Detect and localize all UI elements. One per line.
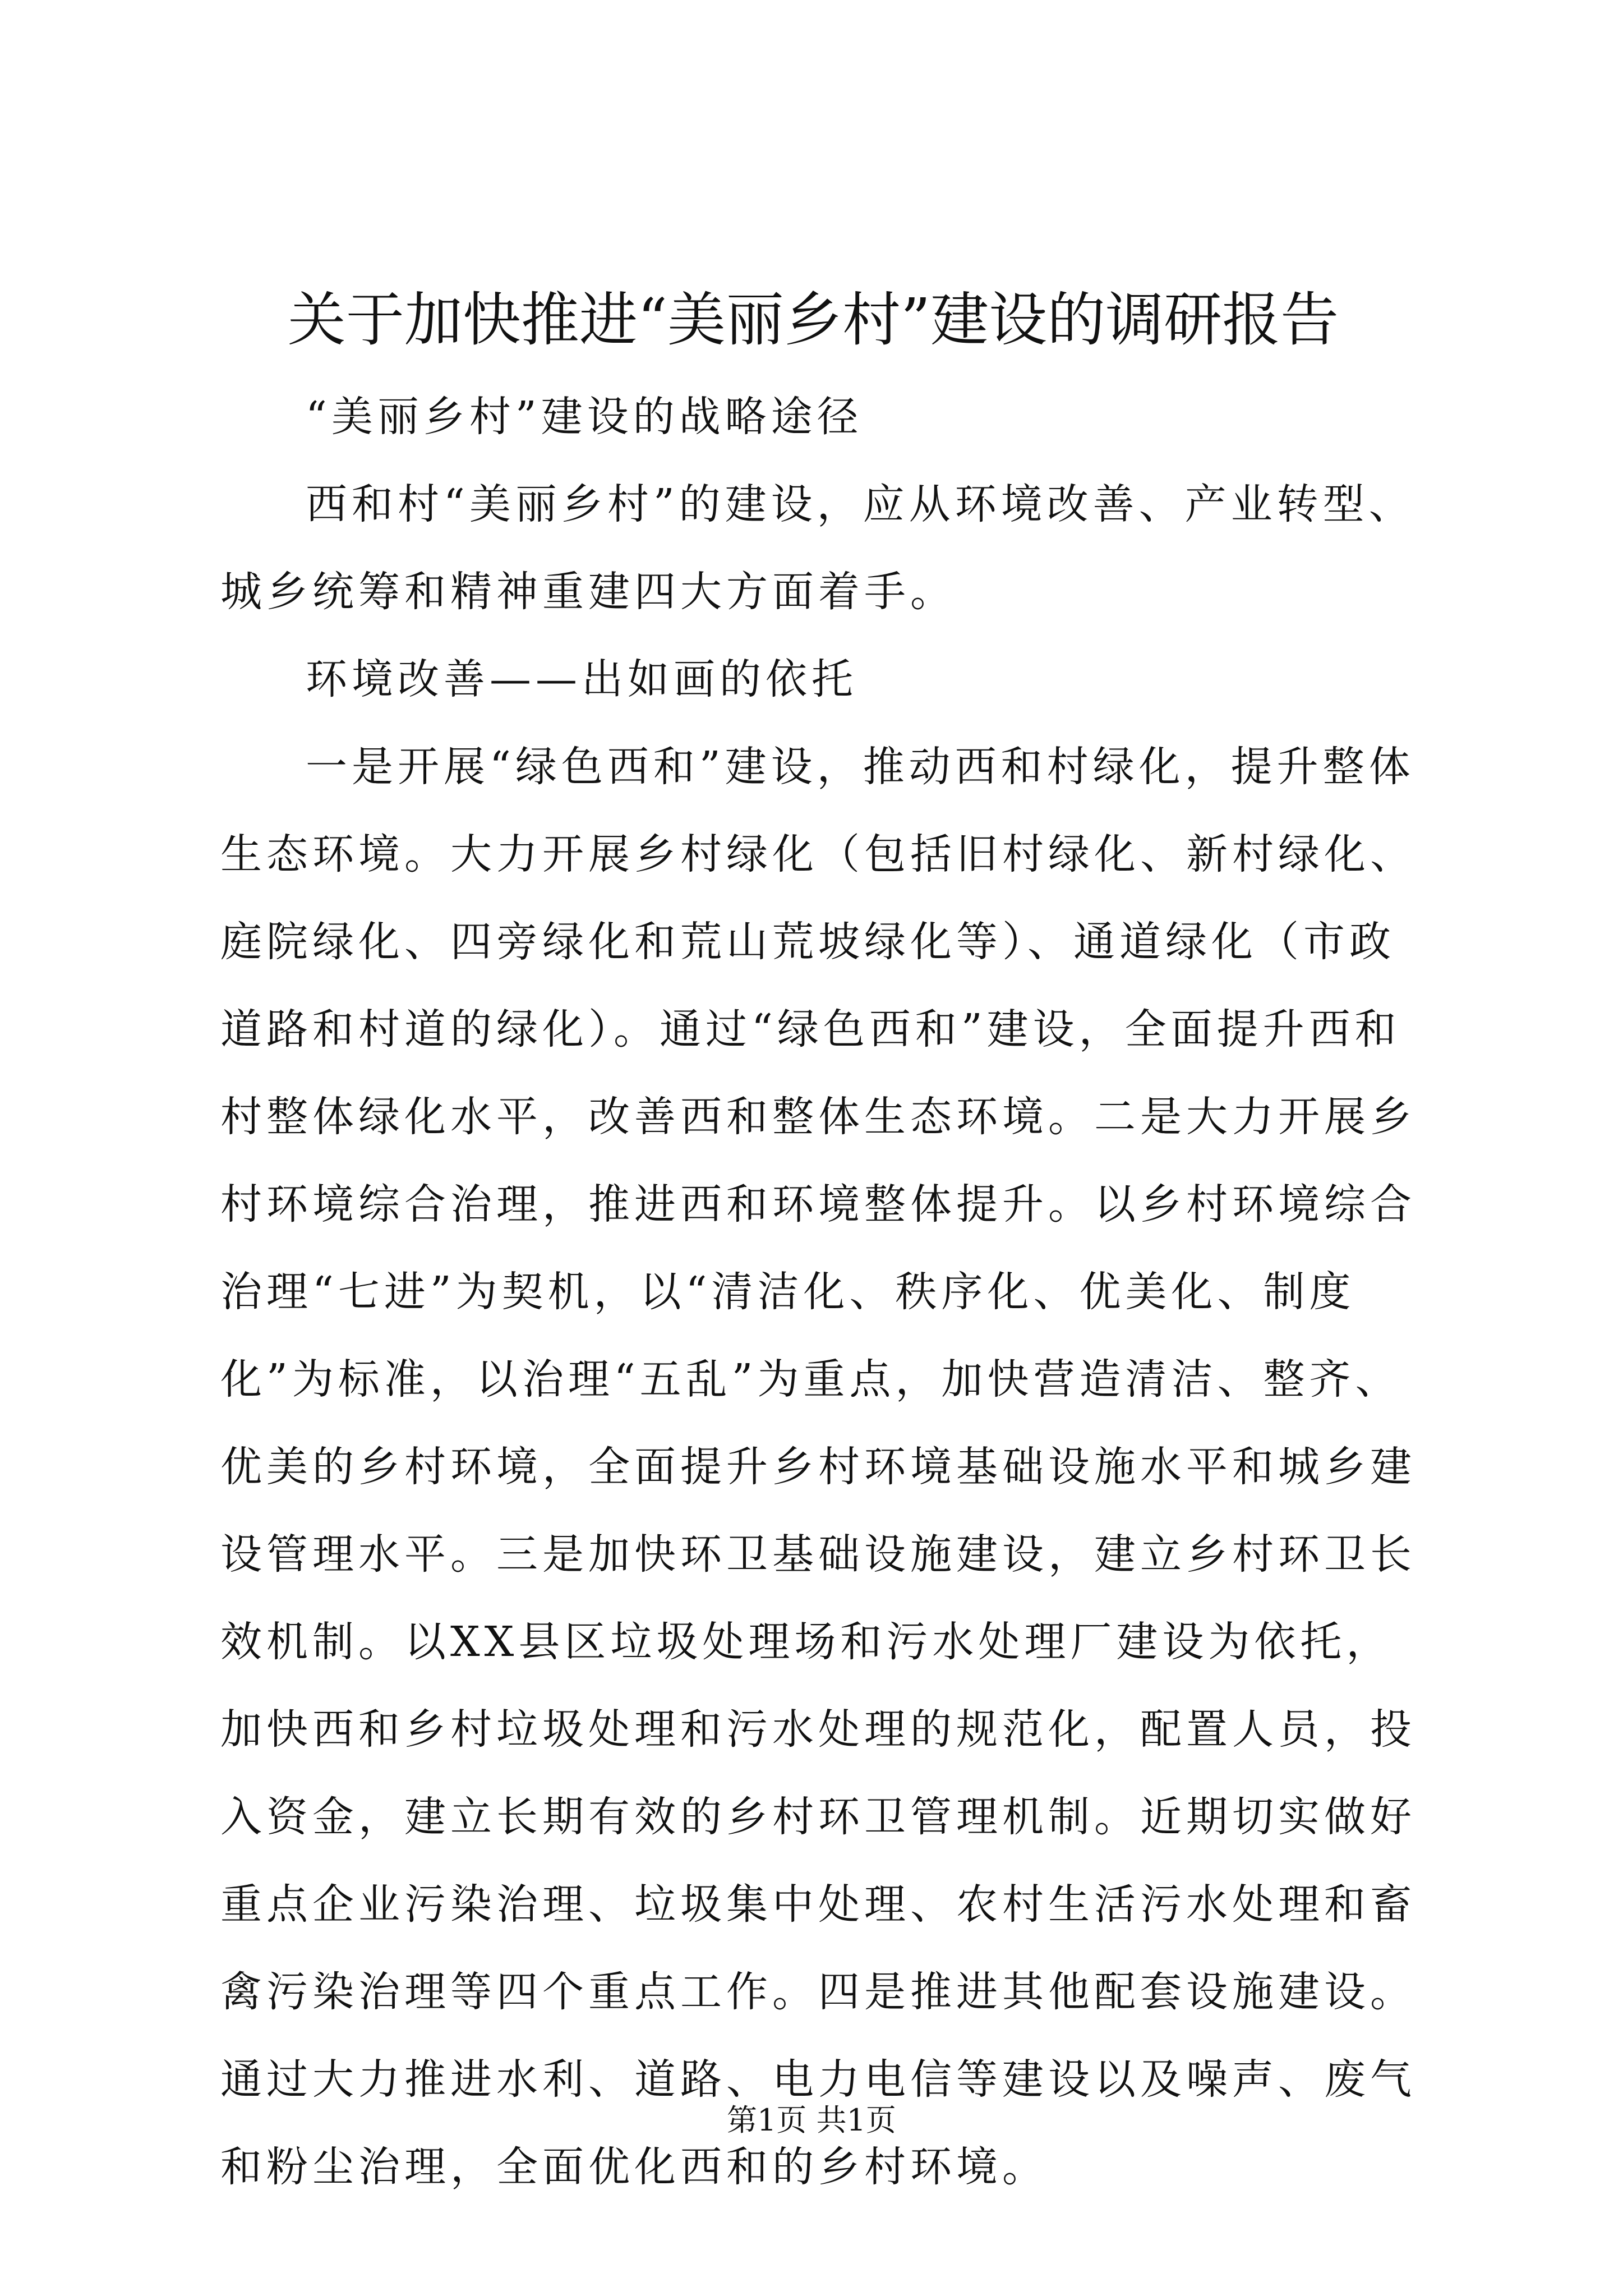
intro-paragraph: 西和村“美丽乡村”的建设，应从环境改善、产业转型、城乡统筹和精神重建四大方面着手。 (220, 480, 1415, 616)
document-body (220, 373, 1426, 2211)
environment-paragraph: 一是开展“绿色西和”建设，推动西和村绿化，提升整体生态环境。大力开展乡村绿化（包括旧村绿化、新村绿化、庭院绿化、四旁绿化和荒山荒坡绿化等）、通道绿化（市政道路和村道的绿化）。通过“绿色西和”建设，全面提升西和村整体绿化水平，改善西和整体生态环境。二是大力开展乡村环境综合治理，推进西和环境整体提升。以乡村环境综合治理“七进”为契机，以“清洁化、秩序化、优美化、制度化”为标准，以治理“五乱”为重点，加快营造清洁、整齐、优美的乡村环境，全面提升乡村环境基础设施水平和城乡建设管理水平。三是加快环卫基础设施建设，建立乡村环卫长效机制。以XX县区垃圾处理场和污水处理厂建设为依托，加快西和乡村垃圾处理和污水处理的规范化，配置人员，投入资金，建立长期有效的乡村环卫管理机制。近期切实做好重点企业污染治理、垃圾集中处理、农村生活污水处理和畜禽污染治理等四个重点工作。四是推进其他配套设施建设。通过大力推进水利、道路、电力电信等建设以及噪声、废气和粉尘治理，全面优化西和的乡村环境。 (220, 743, 1416, 2191)
document-title: 关于加快推进“美丽乡村”建设的调研报告 (287, 286, 1339, 354)
section-heading-environment: 环境改善——出如画的依托 (306, 655, 857, 703)
section-heading-strategy: “美丽乡村”建设的战略途径 (306, 393, 863, 441)
page-footer: 第1页 共1页 (727, 2102, 896, 2138)
